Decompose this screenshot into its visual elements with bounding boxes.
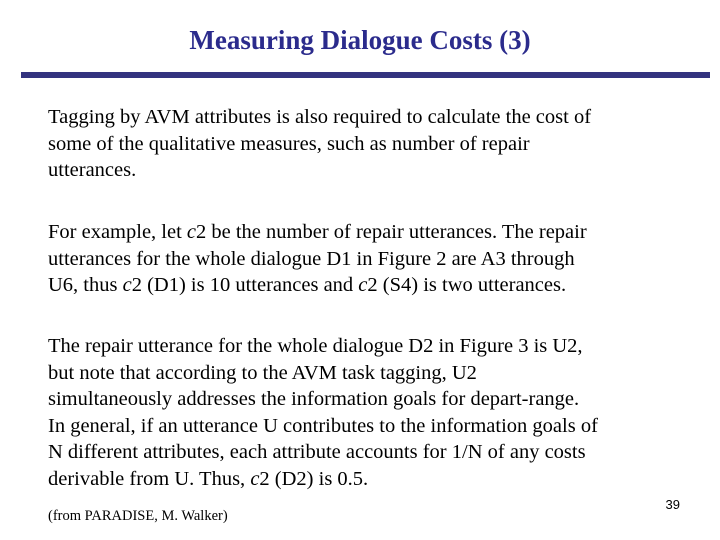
- text-segment: 2 (S4) is two utterances.: [367, 274, 567, 296]
- text-segment: 2 (D1) is 10 utterances and: [131, 274, 359, 296]
- slide-title: [0, 24, 720, 56]
- variable-c: c: [358, 274, 368, 296]
- variable-c: c: [250, 467, 260, 490]
- paragraph-3-line-1: The repair utterance for the whole dialogue D2 in Figure 3 is U2,: [48, 335, 583, 357]
- paragraph-3-line-4: In general, if an utterance U contributes to the information goals of: [48, 414, 598, 437]
- text-segment: For example, let: [48, 221, 187, 243]
- page-number: 39: [665, 497, 680, 512]
- paragraph-1-line-3: utterances.: [48, 159, 137, 181]
- text-segment: U6, thus: [48, 274, 123, 296]
- paragraph-1-line-2: some of the qualitative measures, such as number of repair: [48, 132, 530, 155]
- source-citation: (from PARADISE, M. Walker): [48, 508, 228, 524]
- title-divider: [21, 72, 710, 78]
- text-segment: 2 (D2) is 0.5.: [259, 467, 369, 490]
- paragraph-3-line-2: but note that according to the AVM task tagging, U2: [48, 361, 477, 384]
- text-segment: derivable from U. Thus,: [48, 467, 251, 490]
- paragraph-3-line-5: N different attributes, each attribute accounts for 1/N of any costs: [48, 441, 586, 463]
- variable-c: c: [186, 221, 197, 243]
- paragraph-1: [48, 104, 708, 184]
- paragraph-2-line-1: [48, 219, 708, 246]
- paragraph-2-line-3: [48, 272, 708, 299]
- text-segment: 2 be the number of repair utterances. The repair: [196, 221, 587, 243]
- variable-c: c: [122, 274, 132, 296]
- slide-title-number: (3): [499, 25, 531, 55]
- paragraph-3-line-6: [48, 466, 708, 493]
- paragraph-2: [48, 219, 708, 299]
- paragraph-1-line-1: Tagging by AVM attributes is also required to calculate the cost of: [48, 106, 592, 128]
- paragraph-3: [48, 333, 708, 492]
- paragraph-3-line-3: simultaneously addresses the information goals for depart-range.: [48, 388, 580, 410]
- slide-title-text: Measuring Dialogue Costs: [189, 25, 493, 55]
- paragraph-2-line-2: utterances for the whole dialogue D1 in Figure 2 are A3 through: [48, 247, 575, 270]
